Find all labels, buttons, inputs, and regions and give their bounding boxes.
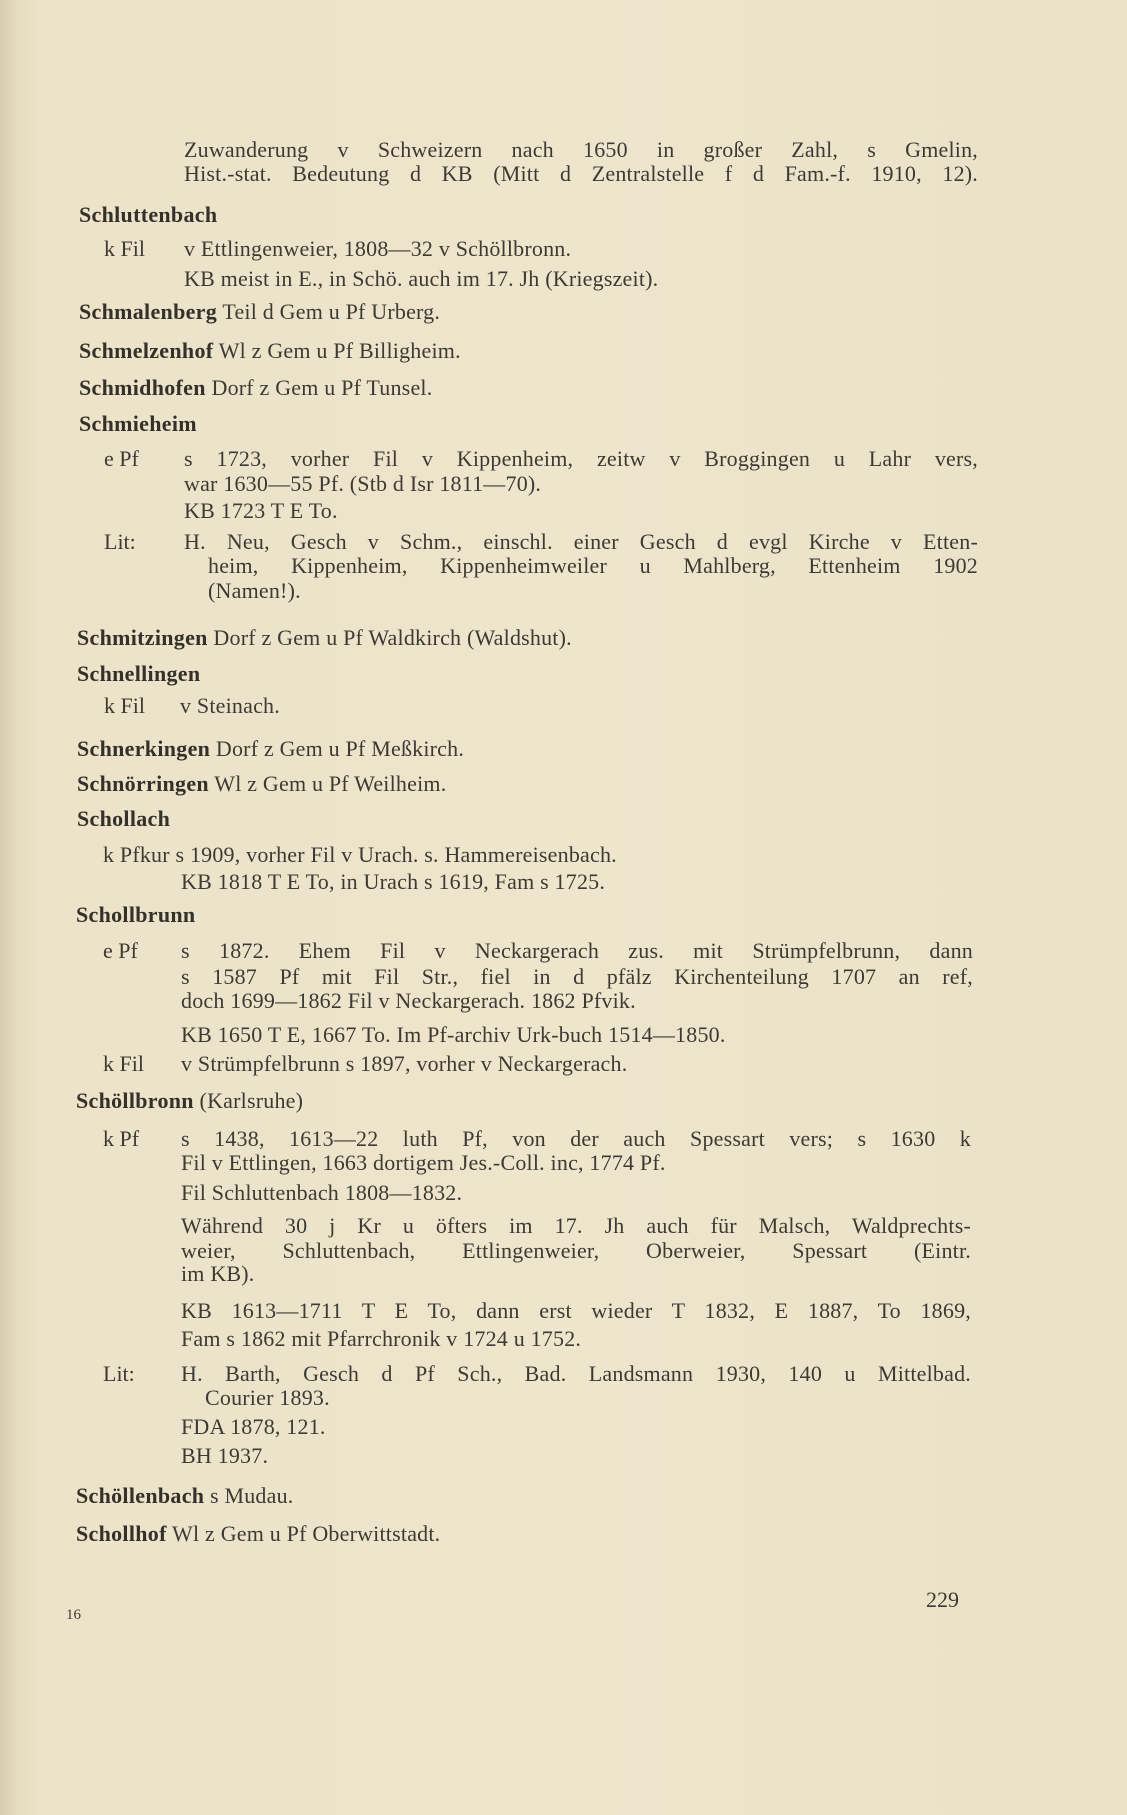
text-line: s 1723, vorher Fil v Kippenheim, zeitw v Broggingen u Lahr vers, xyxy=(184,446,978,471)
entry-line xyxy=(79,299,440,325)
entry-line xyxy=(76,1521,440,1547)
text-line: KB 1613—1711 T E To, dann erst wieder T 1832, E 1887, To 1869, xyxy=(181,1298,971,1323)
entry-label: e Pf xyxy=(103,938,138,963)
entry-headword: Schmelzenhof xyxy=(79,338,214,363)
text-line: v Steinach. xyxy=(180,693,280,718)
entry-text: Wl z Gem u Pf Weilheim. xyxy=(214,771,447,796)
entry-text: Wl z Gem u Pf Oberwittstadt. xyxy=(172,1521,441,1546)
entry-line xyxy=(77,771,446,797)
text-line: v Strümpfelbrunn s 1897, vorher v Neckargerach. xyxy=(181,1051,628,1076)
entry-headword: Schmitzingen xyxy=(77,625,208,650)
entry-line xyxy=(79,375,432,401)
entry-line xyxy=(76,1483,294,1509)
text-line: Fil Schluttenbach 1808—1832. xyxy=(181,1180,463,1205)
text-line: KB 1650 T E, 1667 To. Im Pf-archiv Urk-buch 1514—1850. xyxy=(181,1022,726,1047)
entry-headword: Schmalenberg xyxy=(79,299,218,324)
entry-headword: Schöllbronn xyxy=(76,1088,194,1113)
entry-label: k Fil xyxy=(103,1051,144,1076)
text-line: s 1587 Pf mit Fil Str., fiel in d pfälz Kirchenteilung 1707 an ref, xyxy=(181,964,973,989)
entry-text: s Mudau. xyxy=(210,1483,294,1508)
page-number: 229 xyxy=(926,1587,959,1612)
text-line: im KB). xyxy=(181,1261,255,1286)
entry-line xyxy=(79,338,461,364)
entry-headword: Schnellingen xyxy=(77,661,201,686)
entry-headword-note: (Karlsruhe) xyxy=(199,1088,304,1113)
text-line: Hist.-stat. Bedeutung d KB (Mitt d Zentralstelle f d Fam.-f. 1910, 12). xyxy=(184,161,978,186)
entry-headword: Schollach xyxy=(77,806,171,831)
text-line: Fil v Ettlingen, 1663 dortigem Jes.-Coll. inc, 1774 Pf. xyxy=(181,1150,666,1175)
entry-label: k Fil xyxy=(104,236,145,261)
text-line: weier, Schluttenbach, Ettlingenweier, Oberweier, Spessart (Eintr. xyxy=(181,1238,971,1263)
signature-mark: 16 xyxy=(66,1607,81,1623)
text-line: H. Neu, Gesch v Schm., einschl. einer Gesch d evgl Kirche v Etten- xyxy=(184,529,978,554)
text-line: Courier 1893. xyxy=(205,1385,330,1410)
text-line: Fam s 1862 mit Pfarrchronik v 1724 u 1752. xyxy=(181,1326,582,1351)
entry-line xyxy=(76,1088,303,1114)
text-line: FDA 1878, 121. xyxy=(181,1414,326,1439)
entry-line xyxy=(77,625,572,651)
entry-headword: Schmieheim xyxy=(79,411,197,436)
text-line: doch 1699—1862 Fil v Neckargerach. 1862 Pfvik. xyxy=(181,988,636,1013)
entry-line xyxy=(77,736,464,762)
text-line: Zuwanderung v Schweizern nach 1650 in großer Zahl, s Gmelin, xyxy=(184,137,978,162)
text-line: s 1438, 1613—22 luth Pf, von der auch Spessart vers; s 1630 k xyxy=(181,1126,971,1151)
entry-label: k Pfkur xyxy=(103,842,170,867)
entry-text: Dorf z Gem u Pf Meßkirch. xyxy=(215,736,465,761)
entry-text: Teil d Gem u Pf Urberg. xyxy=(222,299,441,324)
text-line: BH 1937. xyxy=(181,1443,269,1468)
entry-label: k Fil xyxy=(104,693,145,718)
entry-text: s 1909, vorher Fil v Urach. s. Hammereisenbach. xyxy=(175,842,617,867)
entry-headword: Schnerkingen xyxy=(77,736,211,761)
entry-headword: Schluttenbach xyxy=(79,202,218,227)
entry-label: e Pf xyxy=(104,446,139,471)
text-line: war 1630—55 Pf. (Stb d Isr 1811—70). xyxy=(184,471,542,496)
entry-headword: Schollbrunn xyxy=(76,902,196,927)
text-line: heim, Kippenheim, Kippenheimweiler u Mahlberg, Ettenheim 1902 xyxy=(208,553,978,578)
entry-headword: Schnörringen xyxy=(77,771,209,796)
text-line: Während 30 j Kr u öfters im 17. Jh auch für Malsch, Waldprechts- xyxy=(181,1213,971,1238)
text-line: v Ettlingenweier, 1808—32 v Schöllbronn. xyxy=(184,236,572,261)
text-line: KB meist in E., in Schö. auch im 17. Jh (Kriegszeit). xyxy=(184,266,659,291)
text-line: KB 1818 T E To, in Urach s 1619, Fam s 1725. xyxy=(181,869,606,894)
entry-text: Wl z Gem u Pf Billigheim. xyxy=(218,338,461,363)
entry-text: Dorf z Gem u Pf Waldkirch (Waldshut). xyxy=(213,625,572,650)
text-line: s 1872. Ehem Fil v Neckargerach zus. mit Strümpfelbrunn, dann xyxy=(181,938,973,963)
text-line: (Namen!). xyxy=(208,578,301,603)
entry-label: Lit: xyxy=(104,529,136,554)
text-line xyxy=(103,842,617,868)
entry-label: Lit: xyxy=(103,1361,135,1386)
entry-label: k Pf xyxy=(103,1126,140,1151)
entry-headword: Schöllenbach xyxy=(76,1483,205,1508)
entry-headword: Schollhof xyxy=(76,1521,167,1546)
text-line: KB 1723 T E To. xyxy=(184,498,338,523)
entry-headword: Schmidhofen xyxy=(79,375,206,400)
entry-text: Dorf z Gem u Pf Tunsel. xyxy=(211,375,433,400)
text-line: H. Barth, Gesch d Pf Sch., Bad. Landsmann 1930, 140 u Mittelbad. xyxy=(181,1361,971,1386)
